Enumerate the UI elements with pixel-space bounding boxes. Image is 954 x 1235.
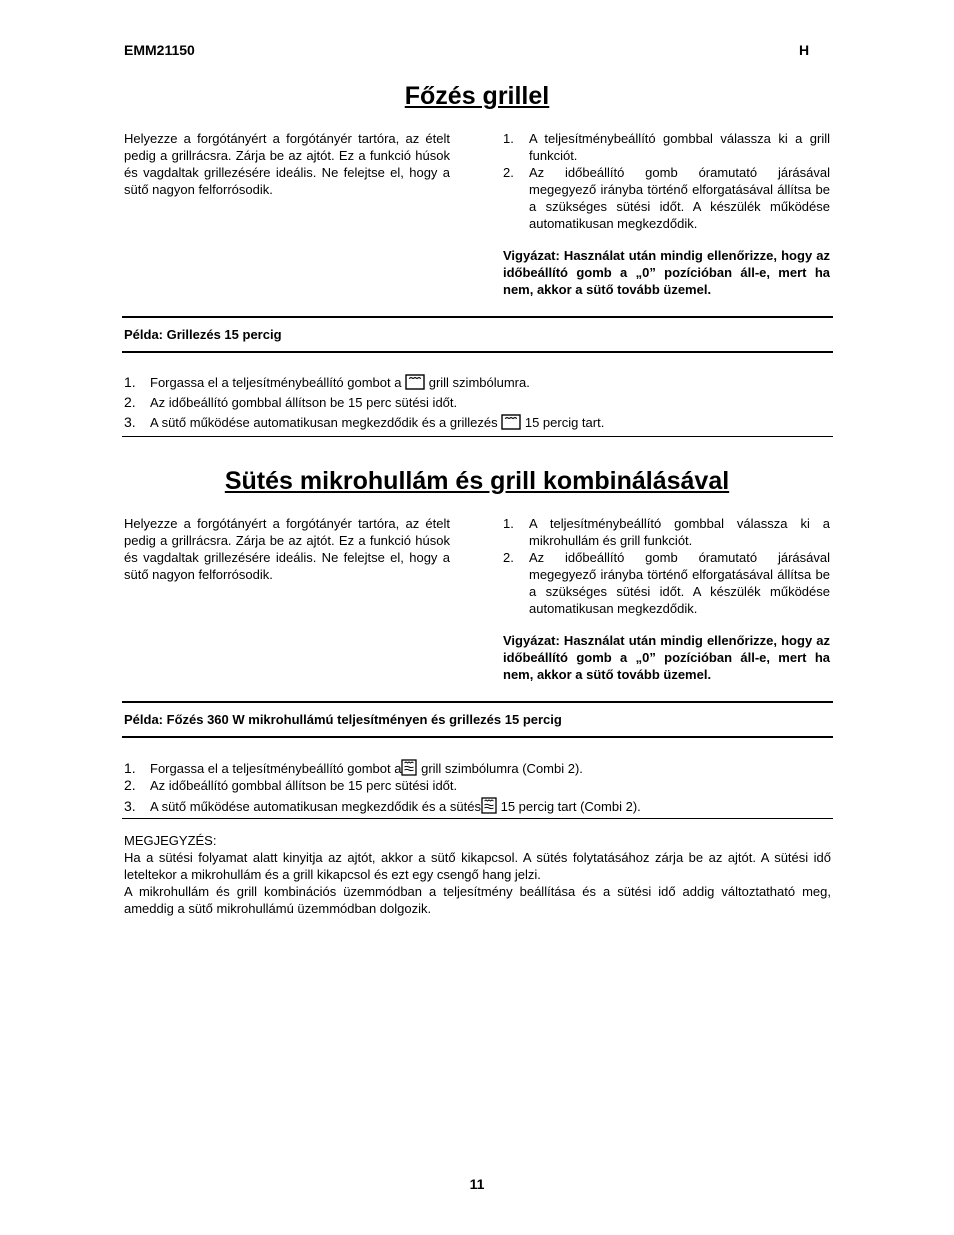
step-text-end: 15 percig tart (Combi 2). — [500, 799, 641, 814]
list-number: 1. — [503, 516, 514, 531]
language-code: H — [799, 42, 810, 58]
step-number: 3. — [124, 798, 136, 814]
note-paragraph: Ha a sütési folyamat alatt kinyitja az ajtót, akkor a sütő kikapcsol. A sütés folytatásához zárja be az ajtót. A sütési idő leteltekor a mikrohullám és a grill kikapcsol és ezt egy csengő hang jelzi. — [124, 850, 831, 882]
divider — [122, 818, 833, 819]
grill-icon — [501, 414, 521, 434]
list-text: Az időbeállító gomb óramutató járásával megegyező irányba történő elforgatásával állítsa be a szükséges sütési időt. A készülék működése automatikusan megkezdődik. — [529, 550, 830, 616]
list-text: Az időbeállító gomb óramutató járásával megegyező irányba történő elforgatásával állítsa be a szükséges sütési időt. A készülék működése automatikusan megkezdődik. — [529, 165, 830, 231]
model-number: EMM21150 — [124, 42, 195, 58]
section-title-combi: Sütés mikrohullám és grill kombinálásával — [224, 467, 730, 495]
step-number: 1. — [124, 374, 136, 390]
step-text: Forgassa el a teljesítménybeállító gombot a — [150, 375, 402, 390]
divider — [122, 701, 833, 703]
list-item — [503, 515, 830, 549]
grill-icon — [405, 374, 425, 394]
divider — [122, 316, 833, 318]
divider — [122, 436, 833, 437]
step-text-end: 15 percig tart. — [524, 415, 605, 430]
intro-text: Helyezze a forgótányért a forgótányér tartóra, az ételt pedig a grillrácsra. Zárja be az ajtót. Ez a funkció húsok és vagdaltak grillezésére ideális. Ne felejtse el, hogy a sütő nagyon felforrósodik. — [124, 516, 450, 582]
section2-intro — [124, 515, 450, 583]
example-step — [124, 394, 457, 411]
list-item — [503, 164, 830, 232]
section1-warning: Vigyázat: Használat után mindig ellenőrizze, hogy az időbeállító gomb a „0” pozícióban áll-e, mert ha nem, akkor a sütő tovább üzemel. — [503, 248, 830, 297]
example-step — [124, 414, 604, 434]
list-text: A teljesítménybeállító gombbal válassza ki a mikrohullám és grill funkciót. — [529, 516, 830, 548]
list-number: 2. — [503, 165, 514, 180]
page-number: 11 — [469, 1176, 485, 1192]
section2-numbered-list — [503, 515, 830, 617]
example-step — [124, 777, 457, 794]
note-block — [124, 832, 831, 917]
step-text: Az időbeállító gombbal állítson be 15 perc sütési időt. — [150, 395, 458, 410]
divider — [122, 351, 833, 353]
note-heading: MEGJEGYZÉS: — [124, 833, 217, 848]
combi-icon — [481, 797, 497, 818]
step-text-end: grill szimbólumra (Combi 2). — [421, 761, 583, 776]
step-text-end: grill szimbólumra. — [428, 375, 530, 390]
step-number: 3. — [124, 414, 136, 430]
step-text: A sütő működése automatikusan megkezdődik és a grillezés — [150, 415, 498, 430]
example-step — [124, 374, 530, 394]
section2-warning: Vigyázat: Használat után mindig ellenőrizze, hogy az időbeállító gomb a „0” pozícióban áll-e, mert ha nem, akkor a sütő tovább üzemel. — [503, 633, 830, 682]
example-step — [124, 797, 641, 818]
note-paragraph: A mikrohullám és grill kombinációs üzemmódban a teljesítmény beállítása és a sütési idő addig változtatható meg, ameddig a sütő mikrohullámú üzemmódban dolgozik. — [124, 884, 831, 916]
section-title-grill: Főzés grillel — [404, 82, 550, 110]
section2-example-title: Példa: Főzés 360 W mikrohullámú teljesítményen és grillezés 15 percig — [124, 712, 562, 727]
step-number: 1. — [124, 760, 136, 776]
intro-text: Helyezze a forgótányért a forgótányér tartóra, az ételt pedig a grillrácsra. Zárja be az ajtót. Ez a funkció húsok és vagdaltak grillezésére ideális. Ne felejtse el, hogy a sütő nagyon felforrósodik. — [124, 131, 450, 197]
section1-numbered-list — [503, 130, 830, 232]
section1-intro — [124, 130, 450, 198]
list-text: A teljesítménybeállító gombbal válassza ki a grill funkciót. — [529, 131, 830, 163]
list-item — [503, 549, 830, 617]
divider — [122, 736, 833, 738]
step-text: A sütő működése automatikusan megkezdődik és a sütés — [150, 799, 481, 814]
step-text: Forgassa el a teljesítménybeállító gombot a — [150, 761, 402, 776]
step-text: Az időbeállító gombbal állítson be 15 perc sütési időt. — [150, 778, 458, 793]
step-number: 2. — [124, 394, 136, 410]
step-number: 2. — [124, 777, 136, 793]
list-number: 1. — [503, 131, 514, 146]
list-item — [503, 130, 830, 164]
list-number: 2. — [503, 550, 514, 565]
section1-example-title: Példa: Grillezés 15 percig — [124, 327, 282, 342]
